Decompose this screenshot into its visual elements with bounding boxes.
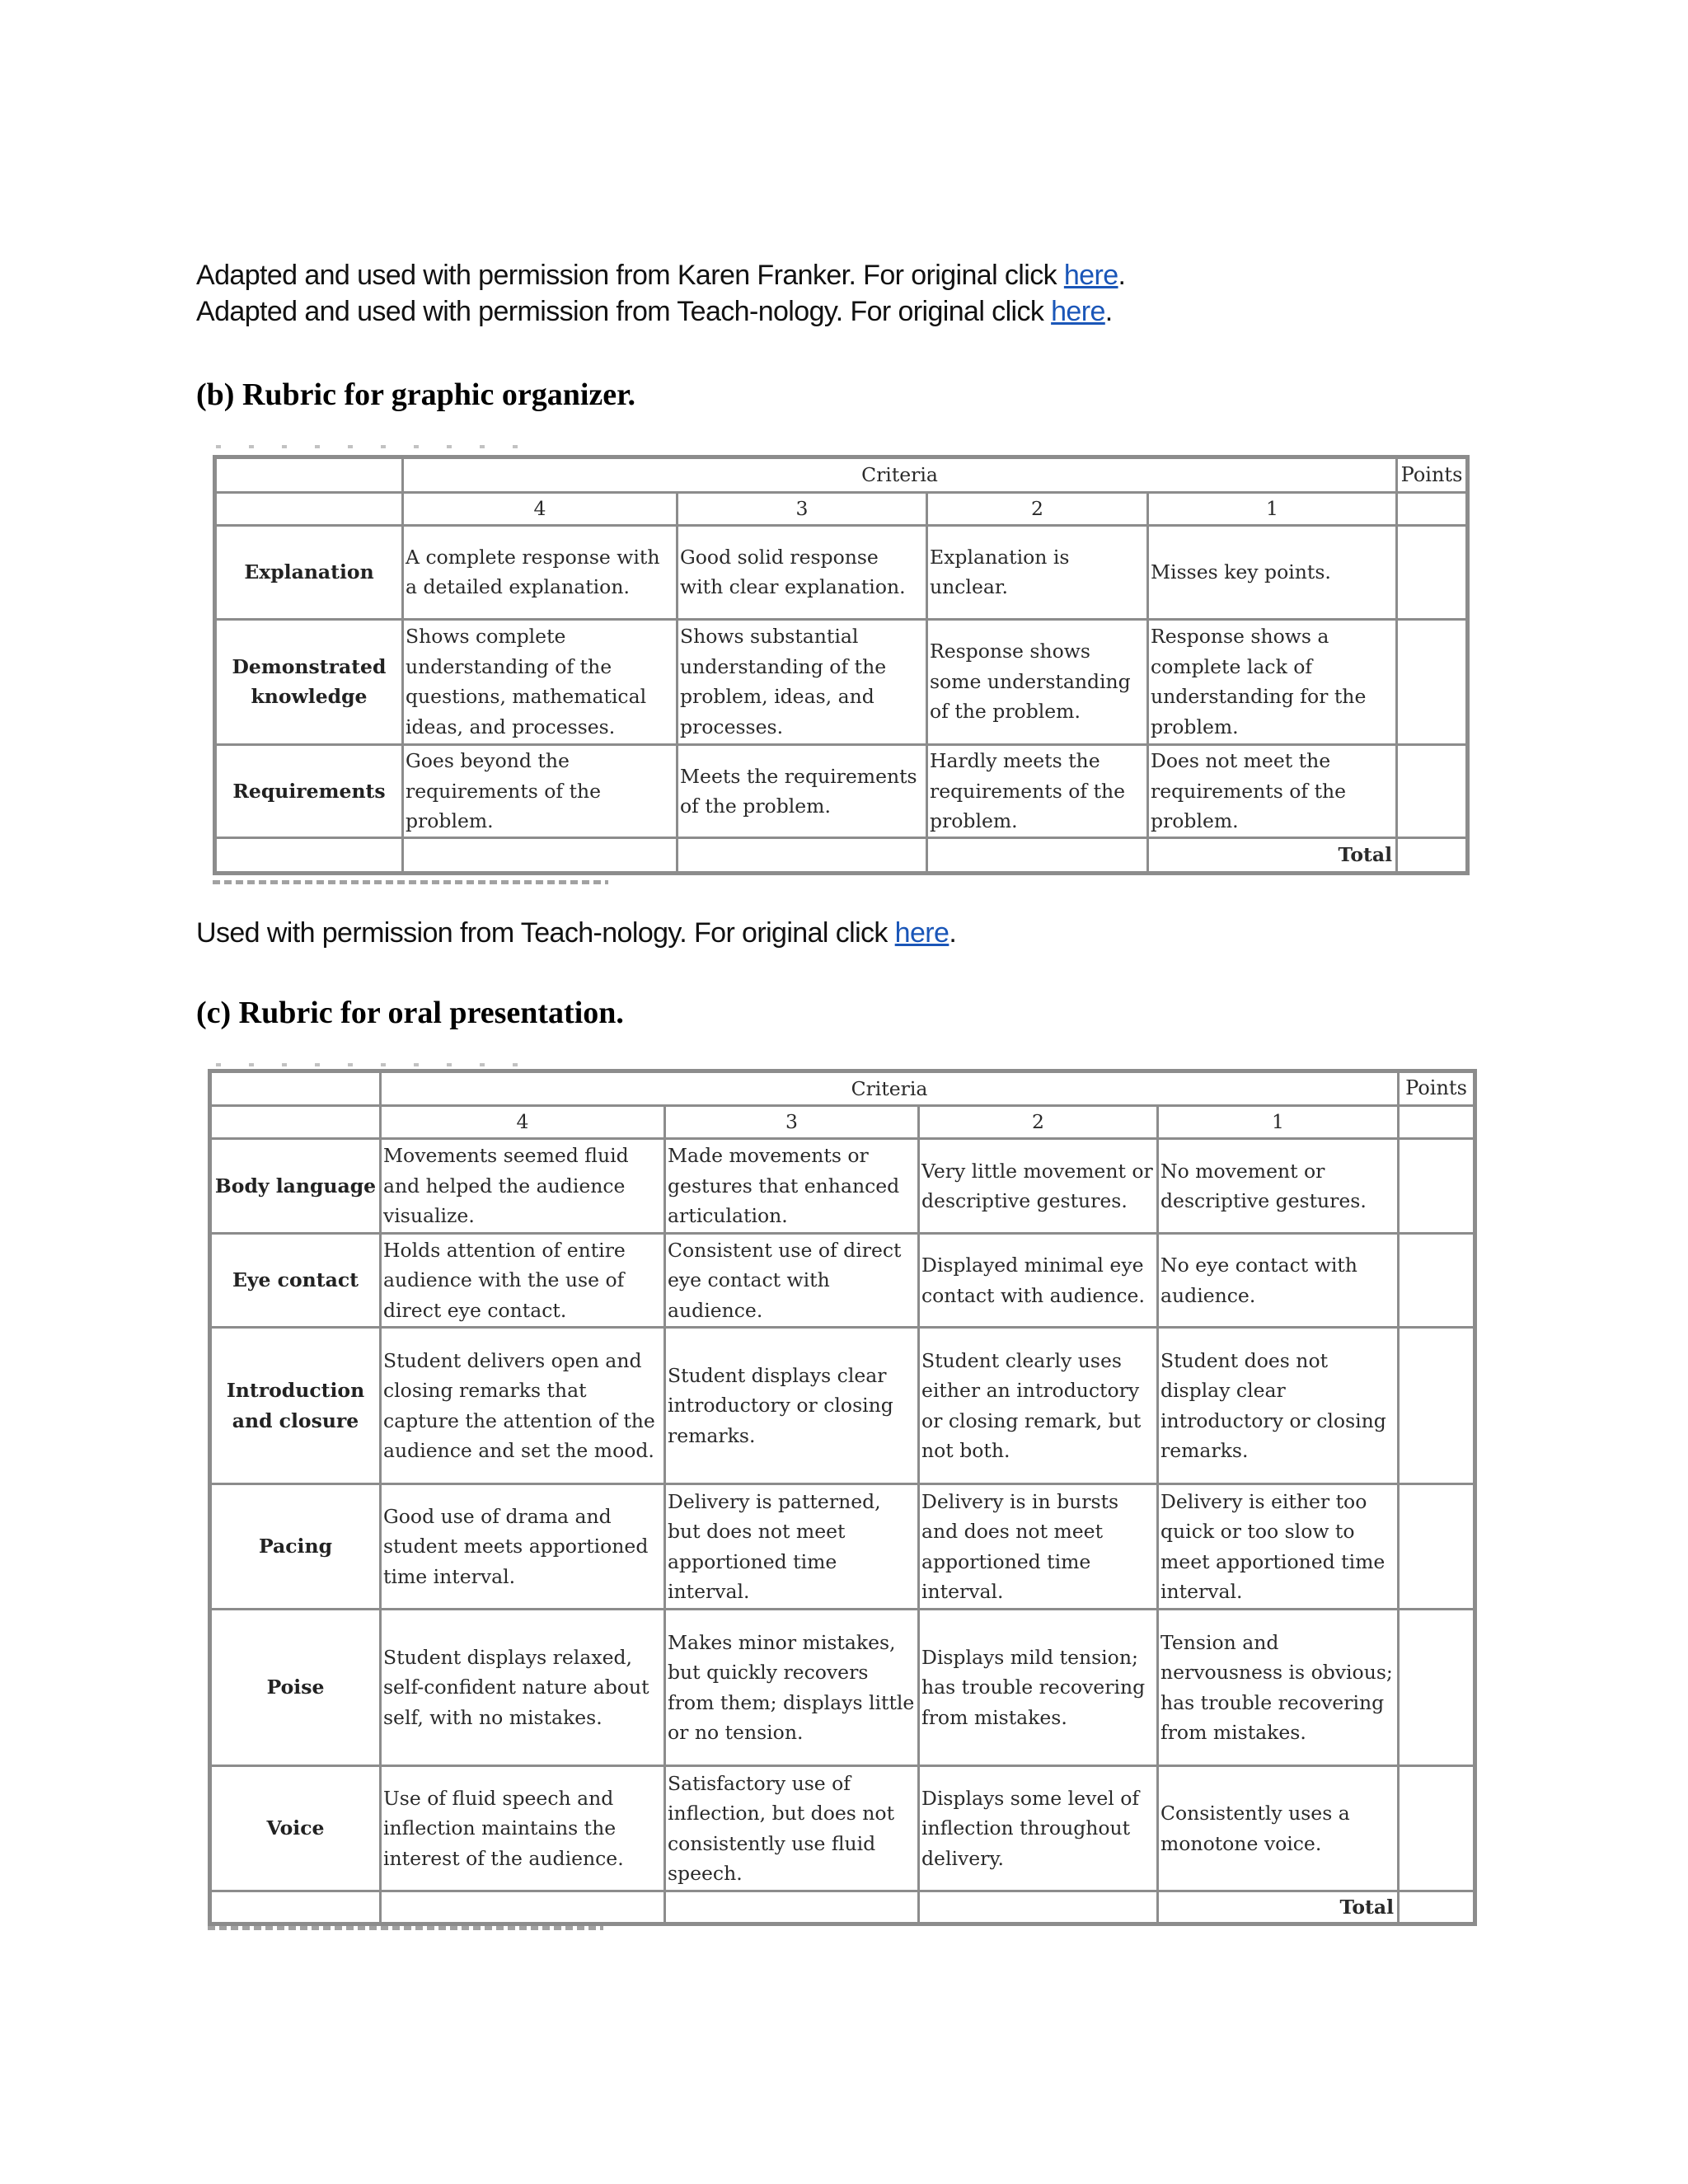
rubric-cell: Displays some level of inflection throughout delivery. xyxy=(919,1766,1158,1891)
row-label: Body language xyxy=(210,1139,381,1234)
rubric-cell: Makes minor mistakes, but quickly recovers from them; displays little or no tension. xyxy=(665,1610,919,1766)
points-header: Points xyxy=(1399,1071,1475,1106)
original-link[interactable]: here xyxy=(894,917,950,949)
points-cell xyxy=(1399,1139,1475,1234)
rubric-cell: A complete response with a detailed explanation. xyxy=(403,526,678,620)
original-link[interactable]: here xyxy=(1063,260,1118,291)
total-points-cell xyxy=(1397,838,1468,874)
score-2-header: 2 xyxy=(919,1106,1158,1139)
graphic-organizer-heading: (b) Rubric for graphic organizer. xyxy=(196,377,636,412)
table-row xyxy=(215,526,1468,620)
row-label: Requirements xyxy=(215,744,403,838)
points-cell xyxy=(1397,744,1468,838)
row-label: Pacing xyxy=(210,1484,381,1610)
oral-presentation-rubric-table xyxy=(208,1069,1477,1926)
rubric-cell: Goes beyond the requirements of the problem. xyxy=(403,744,678,838)
rubric-cell: Displays mild tension; has trouble recovering from mistakes. xyxy=(919,1610,1158,1766)
corner-cell xyxy=(215,457,403,493)
rubric-cell: Good use of drama and student meets apportioned time interval. xyxy=(381,1484,665,1610)
score-4-header: 4 xyxy=(403,492,678,526)
rubric-cell: Student does not display clear introductory or closing remarks. xyxy=(1158,1328,1399,1484)
table-row xyxy=(215,744,1468,838)
rubric-cell: Response shows a complete lack of understanding for the problem. xyxy=(1148,619,1397,744)
blank-cell xyxy=(215,492,403,526)
row-label: Voice xyxy=(210,1766,381,1891)
rubric-cell: Student clearly uses either an introductory or closing remark, but not both. xyxy=(919,1328,1158,1484)
total-points-cell xyxy=(1399,1891,1475,1924)
credit-line-teachnology-2 xyxy=(196,915,956,951)
table-row xyxy=(215,619,1468,744)
graphic-organizer-rubric-table xyxy=(213,455,1470,875)
score-3-header: 3 xyxy=(678,492,927,526)
rubric-cell: Student displays relaxed, self-confident nature about self, with no mistakes. xyxy=(381,1610,665,1766)
rubric-cell: Student displays clear introductory or closing remarks. xyxy=(665,1328,919,1484)
points-cell xyxy=(1399,1234,1475,1328)
credit-text: Adapted and used with permission from Teach-nology. For original click xyxy=(196,296,1052,327)
rubric-cell: Tension and nervousness is obvious; has trouble recovering from mistakes. xyxy=(1158,1610,1399,1766)
blank-cell xyxy=(210,1891,381,1924)
row-label: Eye contact xyxy=(210,1234,381,1328)
cropped-footer-remnant xyxy=(213,880,608,884)
total-label: Total xyxy=(1148,838,1397,874)
original-link[interactable]: here xyxy=(1051,296,1105,327)
rubric-cell: Displayed minimal eye contact with audience. xyxy=(919,1234,1158,1328)
points-cell xyxy=(1399,1766,1475,1891)
points-header: Points xyxy=(1397,457,1468,493)
rubric-cell: Explanation is unclear. xyxy=(927,526,1148,620)
score-4-header: 4 xyxy=(381,1106,665,1139)
credit-line-teachnology xyxy=(196,293,1113,330)
row-label: Poise xyxy=(210,1610,381,1766)
rubric-cell: No movement or descriptive gestures. xyxy=(1158,1139,1399,1234)
rubric-cell: Good solid response with clear explanation. xyxy=(678,526,927,620)
cropped-caption-remnant xyxy=(216,445,546,448)
table-row xyxy=(210,1484,1475,1610)
blank-cell xyxy=(210,1106,381,1139)
table-row xyxy=(210,1766,1475,1891)
rubric-cell: Satisfactory use of inflection, but does not consistently use fluid speech. xyxy=(665,1766,919,1891)
rubric-cell: Delivery is either too quick or too slow to meet apportioned time interval. xyxy=(1158,1484,1399,1610)
blank-cell xyxy=(403,838,678,874)
score-1-header: 1 xyxy=(1158,1106,1399,1139)
rubric-cell: Delivery is patterned, but does not meet apportioned time interval. xyxy=(665,1484,919,1610)
rubric-cell: Consistently uses a monotone voice. xyxy=(1158,1766,1399,1891)
oral-presentation-heading: (c) Rubric for oral presentation. xyxy=(196,996,624,1030)
points-cell xyxy=(1399,1106,1475,1139)
cropped-footer-remnant xyxy=(208,1926,603,1930)
table-row xyxy=(210,1610,1475,1766)
credit-line-franker xyxy=(196,257,1125,293)
cropped-caption-remnant xyxy=(216,1063,546,1066)
rubric-cell: Use of fluid speech and inflection maintains the interest of the audience. xyxy=(381,1766,665,1891)
row-label: Introduction and closure xyxy=(210,1328,381,1484)
rubric-cell: Misses key points. xyxy=(1148,526,1397,620)
blank-cell xyxy=(927,838,1148,874)
rubric-cell: Delivery is in bursts and does not meet apportioned time interval. xyxy=(919,1484,1158,1610)
rubric-cell: Made movements or gestures that enhanced articulation. xyxy=(665,1139,919,1234)
credit-period: . xyxy=(1104,296,1113,327)
blank-cell xyxy=(215,838,403,874)
rubric-cell: Very little movement or descriptive gestures. xyxy=(919,1139,1158,1234)
rubric-cell: Movements seemed fluid and helped the audience visualize. xyxy=(381,1139,665,1234)
points-cell xyxy=(1399,1610,1475,1766)
credit-period: . xyxy=(1118,260,1126,291)
blank-cell xyxy=(919,1891,1158,1924)
total-label: Total xyxy=(1158,1891,1399,1924)
credit-text: Adapted and used with permission from Karen Franker. For original click xyxy=(196,260,1064,291)
points-cell xyxy=(1397,492,1468,526)
blank-cell xyxy=(381,1891,665,1924)
table-row xyxy=(210,1234,1475,1328)
rubric-cell: Meets the requirements of the problem. xyxy=(678,744,927,838)
rubric-cell: Student delivers open and closing remarks that capture the attention of the audience and set the mood. xyxy=(381,1328,665,1484)
rubric-cell: Shows substantial understanding of the problem, ideas, and processes. xyxy=(678,619,927,744)
score-3-header: 3 xyxy=(665,1106,919,1139)
rubric-cell: Hardly meets the requirements of the problem. xyxy=(927,744,1148,838)
table-row xyxy=(210,1139,1475,1234)
blank-cell xyxy=(665,1891,919,1924)
credit-period: . xyxy=(949,917,957,949)
points-cell xyxy=(1399,1328,1475,1484)
blank-cell xyxy=(678,838,927,874)
rubric-cell: No eye contact with audience. xyxy=(1158,1234,1399,1328)
rubric-cell: Shows complete understanding of the questions, mathematical ideas, and processes. xyxy=(403,619,678,744)
row-label: Explanation xyxy=(215,526,403,620)
corner-cell xyxy=(210,1071,381,1106)
table-row xyxy=(210,1328,1475,1484)
rubric-cell: Consistent use of direct eye contact with audience. xyxy=(665,1234,919,1328)
credit-text: Used with permission from Teach-nology. For original click xyxy=(196,917,895,949)
criteria-header: Criteria xyxy=(403,457,1397,493)
points-cell xyxy=(1397,526,1468,620)
points-cell xyxy=(1399,1484,1475,1610)
score-1-header: 1 xyxy=(1148,492,1397,526)
points-cell xyxy=(1397,619,1468,744)
rubric-cell: Holds attention of entire audience with the use of direct eye contact. xyxy=(381,1234,665,1328)
score-2-header: 2 xyxy=(927,492,1148,526)
rubric-cell: Response shows some understanding of the problem. xyxy=(927,619,1148,744)
row-label: Demonstrated knowledge xyxy=(215,619,403,744)
rubric-cell: Does not meet the requirements of the problem. xyxy=(1148,744,1397,838)
criteria-header: Criteria xyxy=(381,1071,1399,1106)
